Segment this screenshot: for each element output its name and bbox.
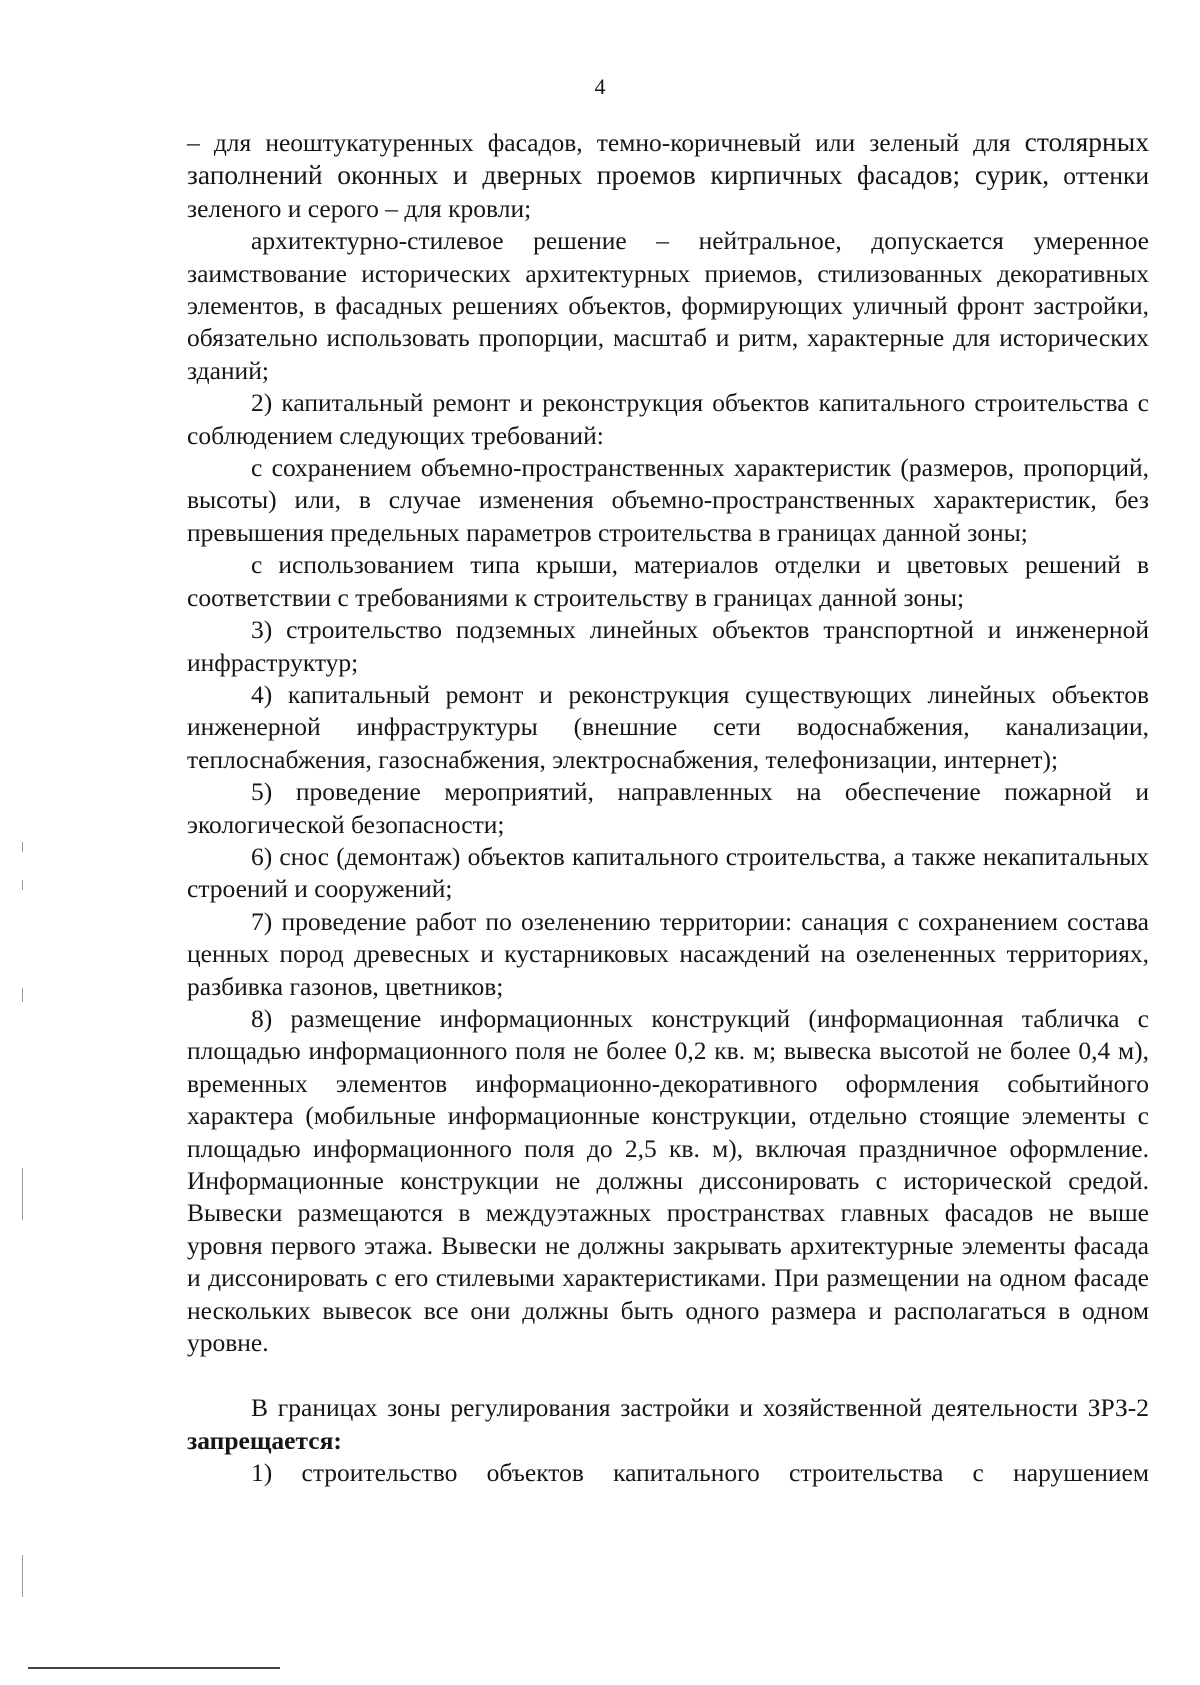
scan-artifact [22, 988, 23, 1002]
scan-artifact [22, 880, 23, 890]
paragraph-architectural-style: архитектурно-стилевое решение – нейтральное, допускается умеренное заимствование исторических архитектурных приемов, стилизованных декоративных элементов, в фасадных решениях объектов, формирующих уличный фронт застройки, обязательно использовать пропорции, масштаб и ритм, характерные для исторических зданий; [187, 226, 1149, 385]
paragraph-zrz2-prohibitions [187, 1392, 1149, 1457]
list-item-7: 7) проведение работ по озеленению территории: санация с сохранением состава ценных пород древесных и кустарниковых насаждений на озелененных территориях, разбивка газонов, цветников; [187, 906, 1149, 1001]
paragraph-text: оттенки зеленого и серого – для кровли; [187, 161, 1150, 223]
paragraph-text-large: столярных заполнений оконных и дверных проемов кирпичных фасадов; сурик, [187, 126, 1149, 191]
paragraph-text: – для неоштукатуренных фасадов, темно-коричневый или зеленый для [187, 128, 1025, 157]
document-body [187, 126, 1149, 1490]
list-item-8: 8) размещение информационных конструкций (информационная табличка с площадью информационного поля не более 0,2 кв. м; вывеска высотой не более 0,4 м), временных элементов информационно-декоративного оформления событийного характера (мобильные информационные конструкции, отдельно стоящие элементы с площадью информационного поля до 2,5 кв. м), включая праздничное оформление. Информационные конструкции не должны диссонировать с исторической средой. Вывески размещаются в междуэтажных пространствах главных фасадов не выше уровня первого этажа. Вывески не должны закрывать архитектурные элементы фасада и диссонировать с его стилевыми характеристиками. При размещении на одном фасаде нескольких вывесок все они должны быть одного размера и располагаться в одном уровне. [187, 1003, 1149, 1358]
scan-artifact [22, 1168, 23, 1220]
list-item-4: 4) капитальный ремонт и реконструкция существующих линейных объектов инженерной инфраструктуры (внешние сети водоснабжения, канализации, теплоснабжения, газоснабжения, электроснабжения, телефонизации, интернет); [187, 679, 1149, 774]
emphasis-prohibited: запрещается: [187, 1425, 342, 1455]
prohibited-item-1: 1) строительство объектов капитального строительства с нарушением [251, 1458, 1149, 1488]
sub-item-roof-materials: с использованием типа крыши, материалов отделки и цветовых решений в соответствии с требованиями к строительству в границах данной зоны; [187, 550, 1149, 612]
scan-artifact [22, 1555, 23, 1597]
paragraph-continuation [187, 126, 1149, 225]
scan-artifact [22, 842, 23, 852]
list-item-3: 3) строительство подземных линейных объектов транспортной и инженерной инфраструктур; [187, 615, 1149, 677]
list-item-5: 5) проведение мероприятий, направленных на обеспечение пожарной и экологической безопасности; [187, 777, 1149, 839]
list-item-6: 6) снос (демонтаж) объектов капитального строительства, а также некапитальных строений и сооружений; [187, 841, 1149, 904]
list-item-2: 2) капитальный ремонт и реконструкция объектов капитального строительства с соблюдением следующих требований: [187, 388, 1149, 450]
scan-artifact [28, 1667, 280, 1669]
paragraph-text: В границах зоны регулирования застройки и хозяйственной деятельности ЗРЗ-2 [251, 1393, 1149, 1423]
page-number: 4 [594, 74, 606, 99]
sub-item-volume-characteristics: с сохранением объемно-пространственных характеристик (размеров, пропорций, высоты) или, в случае изменения объемно-пространственных характеристик, без превышения предельных параметров строительства в границах данной зоны; [187, 453, 1149, 547]
